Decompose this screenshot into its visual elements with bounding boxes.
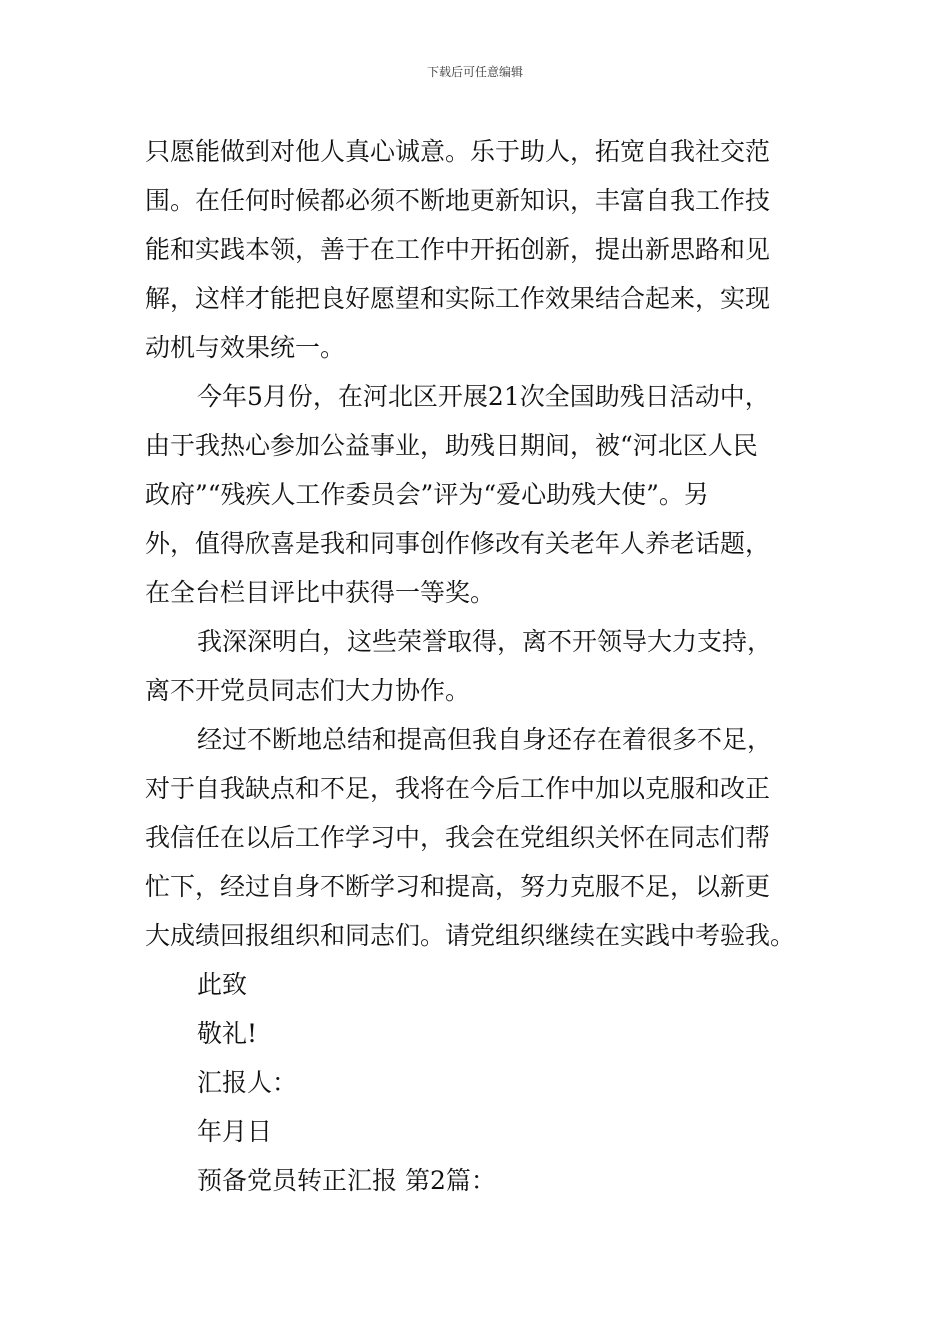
paragraph-start-line: 我深深明白，这些荣誉取得，离不开领导大力支持，	[197, 627, 773, 656]
salutation-line: 此致	[197, 970, 248, 999]
text-line: 能和实践本领，善于在工作中开拓创新，提出新思路和见	[145, 235, 771, 264]
text-line: 外，值得欣喜是我和同事创作修改有关老年人养老话题，	[145, 529, 771, 558]
page-header: 下载后可任意编辑	[426, 65, 523, 79]
text-line: 离不开党员同志们大力协作。	[145, 676, 471, 705]
text-line: 对于自我缺点和不足，我将在今后工作中加以克服和改正	[145, 774, 771, 803]
text-line: 只愿能做到对他人真心诚意。乐于助人，拓宽自我社交范	[145, 137, 771, 166]
text-line: 动机与效果统一。	[145, 333, 346, 362]
document-body	[145, 127, 810, 1205]
text-line: 解，这样才能把良好愿望和实际工作效果结合起来，实现	[145, 284, 771, 313]
paragraph-start-line: 经过不断地总结和提高但我自身还存在着很多不足，	[197, 725, 773, 754]
date-line: 年月日	[197, 1117, 273, 1146]
text-line: 围。在任何时候都必须不断地更新知识，丰富自我工作技	[145, 186, 771, 215]
text-line: 忙下，经过自身不断学习和提高，努力克服不足，以新更	[145, 872, 771, 901]
reporter-line: 汇报人：	[197, 1068, 298, 1097]
text-line: 政府”“残疾人工作委员会”评为“爱心助残大使”。另	[145, 480, 709, 509]
text-line: 由于我热心参加公益事业，助残日期间，被“河北区人民	[145, 431, 758, 460]
salutation-line: 敬礼!	[197, 1019, 258, 1048]
section-heading-line: 预备党员转正汇报 第2篇：	[197, 1166, 496, 1195]
text-line: 我信任在以后工作学习中，我会在党组织关怀在同志们帮	[145, 823, 771, 852]
text-line: 大成绩回报组织和同志们。请党组织继续在实践中考验我。	[145, 921, 796, 950]
paragraph-start-line: 今年5月份，在河北区开展21次全国助残日活动中，	[197, 382, 770, 411]
text-line: 在全台栏目评比中获得一等奖。	[145, 578, 496, 607]
